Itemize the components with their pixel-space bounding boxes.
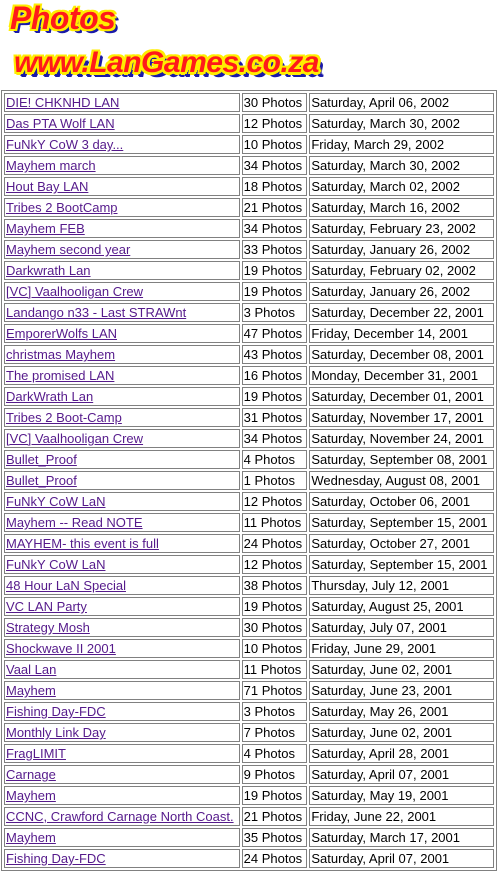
event-date-cell: Thursday, July 12, 2001 [309, 576, 494, 595]
photo-count-cell: 19 Photos [242, 387, 308, 406]
photo-count-cell: 3 Photos [242, 702, 308, 721]
photo-count-cell: 38 Photos [242, 576, 308, 595]
event-date-cell: Saturday, August 25, 2001 [309, 597, 494, 616]
photo-count-cell: 11 Photos [242, 513, 308, 532]
event-cell [4, 114, 240, 133]
table-row [4, 597, 494, 616]
table-row [4, 156, 494, 175]
table-row [4, 177, 494, 196]
event-date-cell: Saturday, March 17, 2001 [309, 828, 494, 847]
event-date-cell: Saturday, September 08, 2001 [309, 450, 494, 469]
event-date-cell: Saturday, April 07, 2001 [309, 765, 494, 784]
event-link[interactable]: Tribes 2 BootCamp [6, 200, 118, 215]
event-link[interactable]: DarkWrath Lan [6, 389, 94, 404]
photo-albums-table [1, 90, 497, 871]
event-link[interactable]: Strategy Mosh [6, 620, 90, 635]
event-link[interactable]: Bullet_Proof [6, 452, 77, 467]
photo-count-cell: 7 Photos [242, 723, 308, 742]
event-link[interactable]: The promised LAN [6, 368, 115, 383]
photo-count-cell: 11 Photos [242, 660, 308, 679]
event-cell [4, 786, 240, 805]
event-link[interactable]: FuNkY CoW 3 day... [6, 137, 124, 152]
event-date-cell: Saturday, June 02, 2001 [309, 723, 494, 742]
table-row [4, 429, 494, 448]
table-row [4, 408, 494, 427]
table-row [4, 303, 494, 322]
photo-count-cell: 34 Photos [242, 219, 308, 238]
table-row [4, 618, 494, 637]
photo-count-cell: 43 Photos [242, 345, 308, 364]
event-link[interactable]: Vaal Lan [6, 662, 57, 677]
event-date-cell: Friday, June 22, 2001 [309, 807, 494, 826]
table-row [4, 471, 494, 490]
event-date-cell: Saturday, February 02, 2002 [309, 261, 494, 280]
table-body [4, 93, 494, 868]
photo-count-cell: 34 Photos [242, 156, 308, 175]
event-link[interactable]: Tribes 2 Boot-Camp [6, 410, 122, 425]
photo-count-cell: 21 Photos [242, 807, 308, 826]
event-date-cell: Saturday, October 06, 2001 [309, 492, 494, 511]
event-link[interactable]: [VC] Vaalhooligan Crew [6, 431, 144, 446]
event-link[interactable]: Carnage [6, 767, 56, 782]
table-row [4, 345, 494, 364]
event-link[interactable]: Shockwave II 2001 [6, 641, 116, 656]
table-row [4, 765, 494, 784]
table-row [4, 366, 494, 385]
event-cell [4, 702, 240, 721]
event-cell [4, 660, 240, 679]
event-date-cell: Saturday, December 22, 2001 [309, 303, 494, 322]
photo-count-cell: 31 Photos [242, 408, 308, 427]
table-row [4, 828, 494, 847]
event-cell [4, 156, 240, 175]
event-cell [4, 807, 240, 826]
event-date-cell: Saturday, May 19, 2001 [309, 786, 494, 805]
event-cell [4, 597, 240, 616]
table-row [4, 702, 494, 721]
event-cell [4, 135, 240, 154]
event-date-cell: Friday, June 29, 2001 [309, 639, 494, 658]
event-link[interactable]: Mayhem [6, 683, 56, 698]
event-cell [4, 177, 240, 196]
photo-count-cell: 19 Photos [242, 261, 308, 280]
event-date-cell: Friday, March 29, 2002 [309, 135, 494, 154]
event-date-cell: Saturday, July 07, 2001 [309, 618, 494, 637]
event-link[interactable]: Mayhem FEB [6, 221, 85, 236]
table-row [4, 387, 494, 406]
event-cell [4, 639, 240, 658]
event-cell [4, 303, 240, 322]
table-row [4, 282, 494, 301]
event-cell [4, 723, 240, 742]
event-date-cell: Saturday, March 02, 2002 [309, 177, 494, 196]
table-row [4, 513, 494, 532]
event-link[interactable]: FuNkY CoW LaN [6, 557, 106, 572]
event-cell [4, 513, 240, 532]
photo-count-cell: 3 Photos [242, 303, 308, 322]
event-date-cell: Saturday, April 28, 2001 [309, 744, 494, 763]
table-row [4, 576, 494, 595]
photo-count-cell: 30 Photos [242, 618, 308, 637]
event-link[interactable]: Mayhem [6, 788, 56, 803]
event-date-cell: Saturday, January 26, 2002 [309, 240, 494, 259]
photo-count-cell: 33 Photos [242, 240, 308, 259]
event-cell [4, 471, 240, 490]
photo-count-cell: 24 Photos [242, 849, 308, 868]
event-link[interactable]: christmas Mayhem [6, 347, 116, 362]
event-cell [4, 429, 240, 448]
photo-count-cell: 19 Photos [242, 786, 308, 805]
photo-count-cell: 10 Photos [242, 639, 308, 658]
photo-count-cell: 19 Photos [242, 597, 308, 616]
event-date-cell: Saturday, April 07, 2001 [309, 849, 494, 868]
event-link[interactable]: Das PTA Wolf LAN [6, 116, 115, 131]
event-link[interactable]: Mayhem march [6, 158, 96, 173]
table-row [4, 219, 494, 238]
event-link[interactable]: Mayhem second year [6, 242, 131, 257]
event-cell [4, 555, 240, 574]
event-cell [4, 93, 240, 112]
event-date-cell: Saturday, December 08, 2001 [309, 345, 494, 364]
event-link[interactable]: 48 Hour LaN Special [6, 578, 126, 593]
photo-count-cell: 10 Photos [242, 135, 308, 154]
table-row [4, 639, 494, 658]
event-date-cell: Saturday, October 27, 2001 [309, 534, 494, 553]
event-cell [4, 849, 240, 868]
photo-count-cell: 21 Photos [242, 198, 308, 217]
event-date-cell: Saturday, January 26, 2002 [309, 282, 494, 301]
event-link[interactable]: Mayhem [6, 830, 56, 845]
event-cell [4, 450, 240, 469]
event-link[interactable]: CCNC, Crawford Carnage North Coast. [6, 809, 234, 824]
photo-count-cell: 12 Photos [242, 492, 308, 511]
photo-count-cell: 47 Photos [242, 324, 308, 343]
event-cell [4, 366, 240, 385]
event-date-cell: Saturday, September 15, 2001 [309, 555, 494, 574]
event-link[interactable]: Landango n33 - Last STRAWnt [6, 305, 187, 320]
photo-count-cell: 16 Photos [242, 366, 308, 385]
event-link[interactable]: DIE! CHKNHD LAN [6, 95, 120, 110]
event-link[interactable]: EmporerWolfs LAN [6, 326, 118, 341]
event-date-cell: Saturday, September 15, 2001 [309, 513, 494, 532]
event-link[interactable]: FuNkY CoW LaN [6, 494, 106, 509]
event-cell [4, 765, 240, 784]
event-cell [4, 618, 240, 637]
event-date-cell: Saturday, June 23, 2001 [309, 681, 494, 700]
event-date-cell: Saturday, November 17, 2001 [309, 408, 494, 427]
photo-count-cell: 34 Photos [242, 429, 308, 448]
photo-count-cell: 1 Photos [242, 471, 308, 490]
event-cell [4, 534, 240, 553]
table-row [4, 744, 494, 763]
event-date-cell: Saturday, April 06, 2002 [309, 93, 494, 112]
event-cell [4, 219, 240, 238]
event-date-cell: Saturday, March 30, 2002 [309, 156, 494, 175]
event-cell [4, 240, 240, 259]
table-row [4, 114, 494, 133]
event-cell [4, 576, 240, 595]
event-link[interactable]: FragLIMIT [6, 746, 66, 761]
event-date-cell: Saturday, March 30, 2002 [309, 114, 494, 133]
table-row [4, 261, 494, 280]
photo-count-cell: 30 Photos [242, 93, 308, 112]
event-date-cell: Saturday, December 01, 2001 [309, 387, 494, 406]
table-row [4, 93, 494, 112]
event-cell [4, 261, 240, 280]
table-row [4, 198, 494, 217]
event-link[interactable]: Mayhem -- Read NOTE [6, 515, 143, 530]
event-cell [4, 345, 240, 364]
event-cell [4, 828, 240, 847]
photo-count-cell: 12 Photos [242, 114, 308, 133]
event-cell [4, 681, 240, 700]
event-link[interactable]: Monthly Link Day [6, 725, 106, 740]
table-row [4, 240, 494, 259]
table-row [4, 786, 494, 805]
event-cell [4, 282, 240, 301]
event-date-cell: Saturday, February 23, 2002 [309, 219, 494, 238]
table-row [4, 555, 494, 574]
event-link[interactable]: MAYHEM- this event is full [6, 536, 159, 551]
event-date-cell: Monday, December 31, 2001 [309, 366, 494, 385]
table-row [4, 723, 494, 742]
photo-count-cell: 71 Photos [242, 681, 308, 700]
event-date-cell: Saturday, November 24, 2001 [309, 429, 494, 448]
table-row [4, 849, 494, 868]
table-row [4, 807, 494, 826]
event-cell [4, 198, 240, 217]
photo-count-cell: 35 Photos [242, 828, 308, 847]
photo-count-cell: 18 Photos [242, 177, 308, 196]
photo-count-cell: 12 Photos [242, 555, 308, 574]
event-date-cell: Saturday, June 02, 2001 [309, 660, 494, 679]
table-row [4, 324, 494, 343]
logo-url: www.LanGames.co.za [14, 46, 319, 79]
event-cell [4, 744, 240, 763]
site-logo [0, 0, 501, 88]
event-date-cell: Saturday, May 26, 2001 [309, 702, 494, 721]
event-cell [4, 492, 240, 511]
event-cell [4, 324, 240, 343]
table-row [4, 450, 494, 469]
event-link[interactable]: VC LAN Party [6, 599, 87, 614]
table-row [4, 135, 494, 154]
event-date-cell: Friday, December 14, 2001 [309, 324, 494, 343]
photo-count-cell: 24 Photos [242, 534, 308, 553]
photo-count-cell: 4 Photos [242, 450, 308, 469]
photo-count-cell: 19 Photos [242, 282, 308, 301]
event-link[interactable]: Darkwrath Lan [6, 263, 91, 278]
event-cell [4, 387, 240, 406]
photo-count-cell: 9 Photos [242, 765, 308, 784]
event-cell [4, 408, 240, 427]
event-date-cell: Saturday, March 16, 2002 [309, 198, 494, 217]
event-link[interactable]: Hout Bay LAN [6, 179, 89, 194]
event-date-cell: Wednesday, August 08, 2001 [309, 471, 494, 490]
event-link[interactable]: [VC] Vaalhooligan Crew [6, 284, 144, 299]
event-link[interactable]: Bullet_Proof [6, 473, 77, 488]
logo-title: Photos [10, 0, 116, 36]
photo-count-cell: 4 Photos [242, 744, 308, 763]
table-row [4, 681, 494, 700]
table-row [4, 660, 494, 679]
table-row [4, 492, 494, 511]
table-row [4, 534, 494, 553]
event-link[interactable]: Fishing Day-FDC [6, 851, 106, 866]
event-link[interactable]: Fishing Day-FDC [6, 704, 106, 719]
